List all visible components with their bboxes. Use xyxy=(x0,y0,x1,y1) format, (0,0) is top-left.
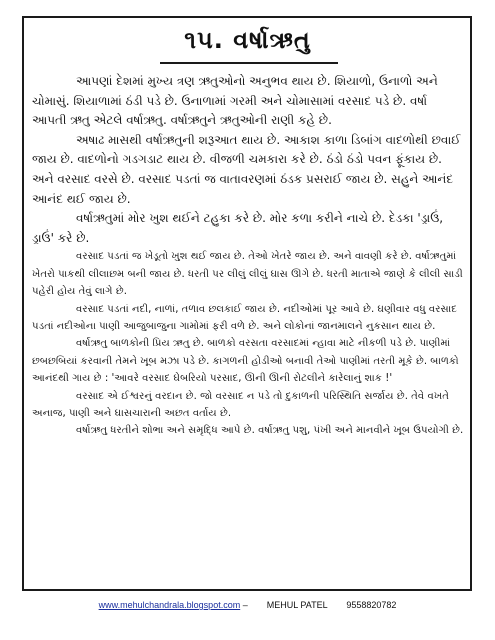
page-title: ૧૫. વર્ષાઋતુ xyxy=(184,26,311,54)
paragraph xyxy=(32,335,464,387)
paragraph-text: વરસાદ પડતાં જ ખેડૂતો ખુશ થઈ જાય છે. તેઓ ખેતરે જાય છે. અને વાવણી કરે છે. વર્ષાઋતુમાં ખેતરો પાકથી લીલાછમ બની જાય છે. ધરતી પર લીલું લીલું ઘાસ ઊગે છે. ધરતી માતાએ જાણે કે લીલી સાડી પહેરી હોય તેવું લાગે છે. xyxy=(32,251,463,298)
paragraph xyxy=(32,422,464,439)
footer-dash: – xyxy=(242,600,248,610)
paragraph xyxy=(32,388,464,423)
paragraph xyxy=(32,209,464,248)
paragraph xyxy=(32,248,464,300)
essay-body xyxy=(32,72,464,440)
paragraph-text: વરસાદ પડતાં નદી, નાળાં, તળાવ છલકાઈ જાય છે. નદીઓમાં પૂર આવે છે. ઘણીવાર વધુ વરસાદ પડતાં નદીઓના પાણી આજુબાજુના ગામોમાં ફરી વળે છે. અને લોકોનાં જાનમાલને નુકસાન થાય છે. xyxy=(32,303,457,332)
paragraph-text: વર્ષાઋતુ ધરતીને શોભા અને સમૃદ્ધિ આપે છે. વર્ષાઋતુ પશુ, પંખી અને માનવીને ખૂબ ઉપયોગી છે. xyxy=(76,425,464,437)
paragraph xyxy=(32,131,464,209)
paragraph xyxy=(32,301,464,336)
paragraph-text: વર્ષાઋતુ બાળકોની પ્રિય ઋતુ છે. બાળકો વરસતા વરસાદમાં ન્હાવા માટે નીકળી પડે છે. પાણીમાં છબછબિયાં કરવાની તેમને ખૂબ મઝા પડે છે. કાગળની હોડીઓ બનાવી તેઓ પાણીમાં તરતી મૂકે છે. બાળકો આનંદથી ગાય છે : 'આવરે વરસાદ ઘેબરિયો પરસાદ, ઊની ઊની રોટલીને કારેલાનું શાક !' xyxy=(32,338,459,385)
footer xyxy=(0,600,495,610)
title-underline xyxy=(160,62,338,64)
paragraph-text: અષાઢ માસથી વર્ષાઋતુની શરૂઆત થાય છે. આકાશ કાળા ડિબાંગ વાદળોથી છવાઈ જાય છે. વાદળોનો ગડગડાટ થાય છે. વીજળી ચમકારા કરે છે. ઠંડો ઠંડો પવન ફૂંકાય છે. અને વરસાદ વરસે છે. વરસાદ પડતાં જ વાતાવરણમાં ઠંડક પ્રસરાઈ જાય છે. સહુને આનંદ આનંદ થઈ જાય છે. xyxy=(32,132,461,206)
paragraph-text: વર્ષાઋતુમાં મોર ખુશ થઈને ટહુકા કરે છે. મોર કળા કરીને નાચે છે. દેડકા 'ડ્રાઉં, ડ્રાઉં' કરે છે. xyxy=(32,211,444,245)
paragraph-text: વરસાદ એ ઈશ્વરનું વરદાન છે. જો વરસાદ ન પડે તો દુકાળની પરિસ્થિતિ સર્જાય છે. તેવે વખતે અનાજ, પાણી અને ઘાસચારાની અછત વર્તાય છે. xyxy=(32,390,449,419)
paragraph xyxy=(32,72,464,131)
phone-number: 9558820782 xyxy=(346,600,397,610)
author-name: MEHUL PATEL xyxy=(266,600,328,610)
paragraph-text: આપણાં દેશમાં મુખ્ય ત્રણ ઋતુઓનો અનુભવ થાય છે. શિયાળો, ઉનાળો અને ચોમાસું. શિયાળામાં ઠંડી પડે છે. ઉનાળામાં ગરમી અને ચોમાસામાં વરસાદ પડે છે. વર્ષા આપતી ઋતુ એટલે વર્ષાઋતુ. વર્ષાઋતુને ઋતુઓની રાણી કહે છે. xyxy=(32,74,438,128)
blog-link[interactable]: www.mehulchandrala.blogspot.com xyxy=(98,600,241,610)
